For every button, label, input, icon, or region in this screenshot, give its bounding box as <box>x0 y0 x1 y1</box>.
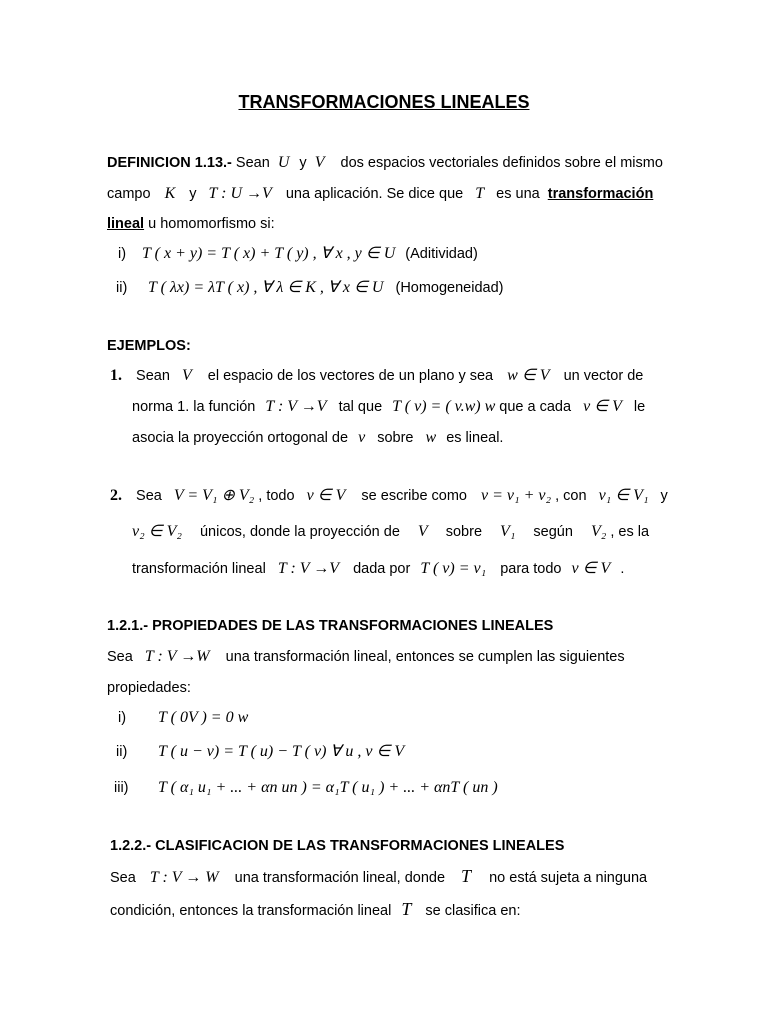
math-V: V <box>314 154 325 171</box>
property-item-1 <box>118 708 248 728</box>
example-text: tal que <box>338 399 383 415</box>
example-text: asocia la proyección ortogonal de <box>132 430 349 446</box>
classification-text: Sea <box>110 870 136 886</box>
math-direct-sum: V = V₁ ⊕ V₂ <box>173 487 255 504</box>
classification-text: no está sujeta a ninguna <box>489 870 648 886</box>
math-v-in-V: v ∈ V <box>306 487 346 504</box>
example-text: , con <box>555 488 587 504</box>
classification-line-1 <box>110 866 647 888</box>
properties-line-2: propiedades: <box>107 680 191 696</box>
formula: T ( v) = ( v.w) w <box>392 398 496 415</box>
formula: T ( 0V ) = 0 w <box>158 709 249 726</box>
example-1-line-1 <box>110 366 643 386</box>
example-number: 1. <box>110 367 122 384</box>
math-v: v <box>358 429 366 446</box>
example-text: para todo <box>500 561 562 577</box>
definition-term: transformación <box>547 186 654 202</box>
math-v1-in-V1: v₁ ∈ V₁ <box>598 487 649 504</box>
math-map: T : U →V <box>208 185 272 202</box>
math-map: T : V → W <box>149 869 219 886</box>
example-2-line-2 <box>132 522 649 542</box>
example-text: se escribe como <box>361 488 467 504</box>
formula: T ( α₁ u₁ + ... + αn un ) = α₁T ( u₁ ) + ... + αnT ( un ) <box>158 779 498 796</box>
formula: T ( v) = v₁ <box>420 560 487 577</box>
item-number: ii) <box>116 744 128 760</box>
math-V1: V₁ <box>500 523 516 540</box>
math-w-in-V: w ∈ V <box>507 367 550 384</box>
math-T: T <box>475 185 485 202</box>
classification-heading: 1.2.2.- CLASIFICACION DE LAS TRANSFORMACIONES LINEALES <box>110 838 565 854</box>
classification-text: se clasifica en: <box>425 903 521 919</box>
definition-label: DEFINICION 1.13.- <box>107 155 232 171</box>
math-w: w <box>425 429 437 446</box>
item-number: i) <box>118 710 127 726</box>
example-text: y <box>660 488 668 504</box>
definition-line-3 <box>107 214 275 234</box>
example-text: le <box>633 399 646 415</box>
definition-text: y <box>299 155 307 171</box>
example-text: según <box>533 524 573 540</box>
math-T: T <box>401 899 412 919</box>
definition-text: una aplicación. Se dice que <box>285 186 464 202</box>
math-sum: v = v₁ + v₂ <box>481 487 552 504</box>
definition-text: dos espacios vectoriales definidos sobre el mismo <box>340 155 663 171</box>
example-text: dada por <box>353 561 411 577</box>
examples-heading: EJEMPLOS: <box>107 338 191 354</box>
example-text: es lineal. <box>446 430 504 446</box>
example-text: que a cada <box>499 399 572 415</box>
definition-text: es una <box>496 186 540 202</box>
item-number: i) <box>118 246 127 262</box>
definition-term: lineal <box>107 216 145 232</box>
math-v-in-V: v ∈ V <box>571 560 611 577</box>
example-text: , todo <box>258 488 295 504</box>
math-T: T <box>461 866 472 886</box>
definition-item-1 <box>118 244 478 264</box>
item-number: ii) <box>116 280 128 296</box>
item-number: iii) <box>114 780 129 796</box>
math-v2-in-V2: v₂ ∈ V₂ <box>132 523 182 540</box>
definition-text: campo <box>107 186 151 202</box>
example-text: . <box>620 561 625 577</box>
formula: T ( x + y) = T ( x) + T ( y) , ∀ x , y ∈ U <box>142 245 396 262</box>
math-U: U <box>277 154 290 171</box>
example-text: el espacio de los vectores de un plano y sea <box>207 368 494 384</box>
property-item-3 <box>114 778 498 798</box>
formula: T ( λx) = λT ( x) , ∀ λ ∈ K , ∀ x ∈ U <box>148 279 384 296</box>
definition-line-1 <box>107 153 663 173</box>
example-text: Sean <box>136 368 170 384</box>
example-1-line-3 <box>132 428 503 448</box>
definition-line-2 <box>107 184 653 204</box>
example-1-line-2 <box>132 397 645 417</box>
classification-line-2 <box>110 899 521 921</box>
formula: T ( u − v) = T ( u) − T ( v) ∀ u , v ∈ V <box>158 743 405 760</box>
formula-label: (Homogeneidad) <box>395 280 504 296</box>
example-text: sobre <box>445 524 483 540</box>
classification-text: condición, entonces la transformación lineal <box>110 903 392 919</box>
example-text: Sea <box>136 488 162 504</box>
page-title: TRANSFORMACIONES LINEALES <box>238 92 530 112</box>
math-v-in-V: v ∈ V <box>583 398 622 415</box>
math-V2: V₂ <box>590 523 607 540</box>
example-text: norma 1. la función <box>132 399 256 415</box>
definition-text: Sean <box>235 155 270 171</box>
example-text: únicos, donde la proyección de <box>199 524 400 540</box>
example-2-line-3 <box>132 559 624 579</box>
definition-text: y <box>189 186 197 202</box>
example-text: , es la <box>610 524 650 540</box>
property-item-2 <box>116 742 404 762</box>
math-map: T : V →V <box>265 398 327 415</box>
formula-label: (Aditividad) <box>405 246 478 262</box>
example-2-line-1 <box>110 486 668 506</box>
properties-text: Sea <box>107 649 133 665</box>
classification-text: una transformación lineal, donde <box>234 870 446 886</box>
properties-heading: 1.2.1.- PROPIEDADES DE LAS TRANSFORMACIONES LINEALES <box>107 618 554 634</box>
properties-text: una transformación lineal, entonces se cumplen las siguientes <box>225 649 625 665</box>
definition-item-2 <box>116 278 504 298</box>
example-text: transformación lineal <box>132 561 266 577</box>
math-map: T : V →W <box>144 648 210 665</box>
math-K: K <box>164 185 176 202</box>
definition-text: u homomorfismo si: <box>148 216 275 232</box>
example-number: 2. <box>110 487 122 504</box>
properties-line-1 <box>107 647 625 667</box>
math-map: T : V →V <box>277 560 340 577</box>
example-text: un vector de <box>563 368 644 384</box>
example-text: sobre <box>377 430 414 446</box>
math-V: V <box>181 367 192 384</box>
math-V: V <box>417 523 428 540</box>
